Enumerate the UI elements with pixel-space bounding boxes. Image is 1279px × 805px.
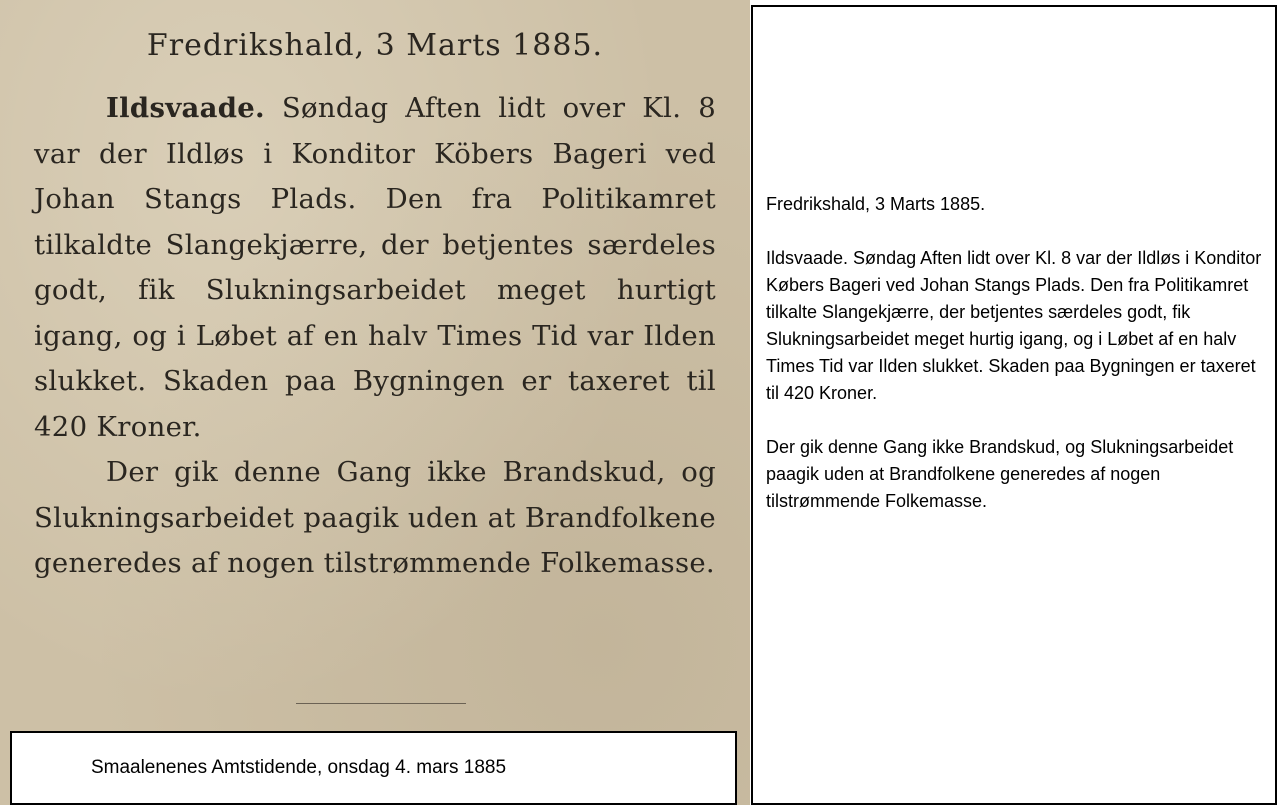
transcription-paragraph-1: Ildsvaade. Søndag Aften lidt over Kl. 8 var der Ildløs i Konditor Købers Bageri ved Johan Stangs Plads. Den fra Politikamret tilkalte Slangekjærre, der betjentes særdeles godt, fik Slukningsarbeidet meget hurtig igang, og i Løbet af en halv Times Tid var Ilden slukket. Skaden paa Bygningen er taxeret til 420 Kroner. [766,248,1262,403]
transcription-dateline: Fredrikshald, 3 Marts 1885. [766,194,986,214]
source-caption-box [10,731,737,805]
clipping-text-column [34,28,716,587]
clipping-dateline: Fredrikshald, 3 Marts 1885. [146,28,604,63]
clipping-end-rule [296,703,466,704]
clipping-paragraph-1-body: Søndag Aften lidt over Kl. 8 var der Ildløs i Konditor Köbers Bageri ved Johan Stangs Plads. Den fra Politikamret tilkaldte Slangekjærre, der betjentes særdeles godt, fik Slukningsarbeidet meget hurtigt igang, og i Løbet af en halv Times Tid var Ilden slukket. Skaden paa Bygningen er taxeret til 420 Kroner. [34,92,716,443]
clipping-paragraph-2: Der gik denne Gang ikke Brandskud, og Slukningsarbeidet paagik uden at Brandfolkene generedes af nogen tilstrømmende Folkemasse. [34,456,716,579]
transcription-text [766,191,1266,542]
source-caption: Smaalenenes Amtstidende, onsdag 4. mars 1885 [90,757,507,778]
clipping-paragraph-1 [34,86,716,450]
transcription-paragraph-2: Der gik denne Gang ikke Brandskud, og Slukningsarbeidet paagik uden at Brandfolkene generedes af nogen tilstrømmende Folkemasse. [766,437,1234,511]
clipping-headword: Ildsvaade. [106,92,265,124]
transcription-panel [751,5,1277,805]
